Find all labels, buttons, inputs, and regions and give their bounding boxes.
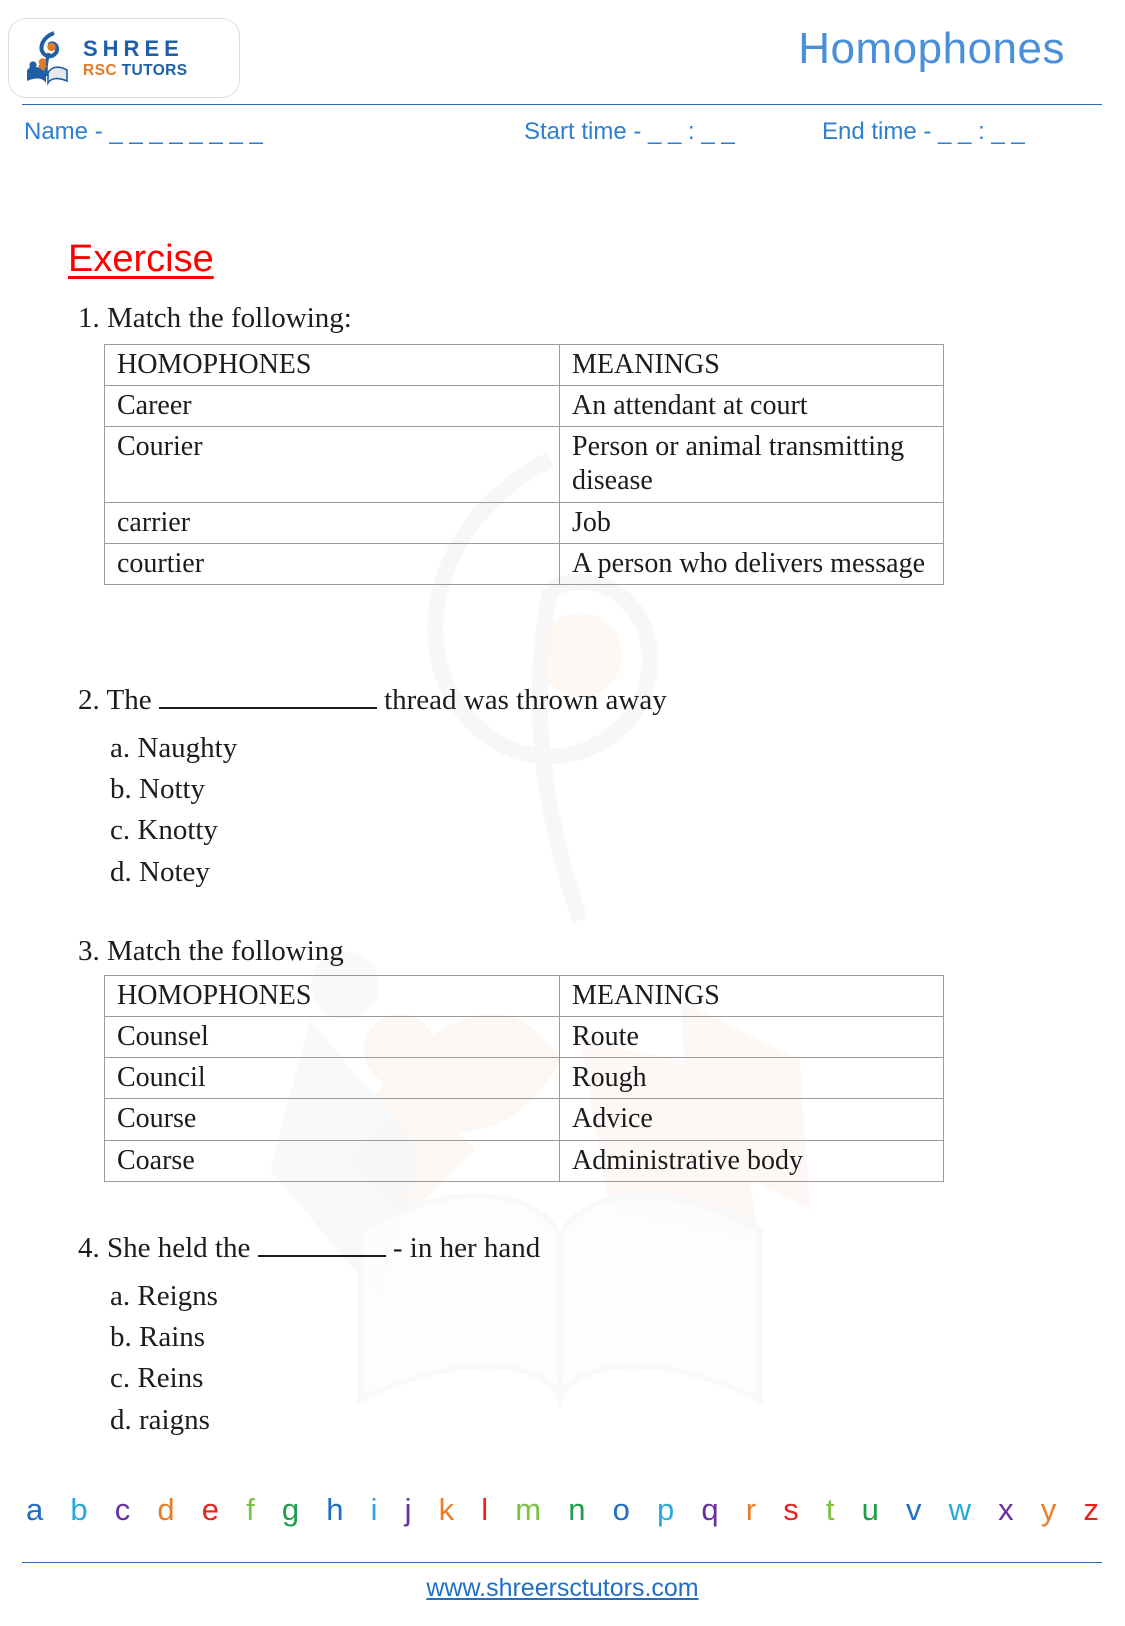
alphabet-letter-o: o <box>612 1492 630 1527</box>
table-row <box>105 386 944 427</box>
alphabet-letter-j: j <box>404 1492 412 1527</box>
match-table-1 <box>104 344 944 585</box>
brand-logo <box>8 18 240 98</box>
table1-header-homophones: HOMOPHONES <box>105 345 560 386</box>
table1-header-meanings: MEANINGS <box>560 345 944 386</box>
alphabet-letter-z: z <box>1083 1492 1099 1527</box>
table-row <box>105 427 944 502</box>
table-header-row <box>105 345 944 386</box>
alphabet-letter-h: h <box>326 1492 344 1527</box>
table1-r3-c1: A person who delivers message <box>560 543 944 584</box>
page-header <box>0 0 1125 112</box>
table-row <box>105 543 944 584</box>
alphabet-letter-e: e <box>201 1492 219 1527</box>
question-3-number: 3. <box>78 935 100 967</box>
alphabet-letter-n: n <box>568 1492 586 1527</box>
question-4-prompt <box>78 1232 540 1265</box>
alphabet-letter-y: y <box>1040 1492 1057 1527</box>
question-2-text-before: The <box>106 684 152 716</box>
table1-r1-c0: Courier <box>105 427 560 502</box>
question-4-number: 4. <box>78 1232 100 1264</box>
alphabet-letter-b: b <box>70 1492 88 1527</box>
table1-r0-c1: An attendant at court <box>560 386 944 427</box>
question-2-option-b[interactable]: b. Notty <box>110 773 206 806</box>
table2-r0-c1: Route <box>560 1017 944 1058</box>
student-info-row <box>0 118 1125 158</box>
footer-website-link[interactable]: www.shreersctutors.com <box>426 1574 699 1602</box>
table2-r3-c0: Coarse <box>105 1140 560 1181</box>
header-divider <box>22 104 1102 105</box>
question-2-answer-blank[interactable] <box>159 707 377 709</box>
alphabet-letter-w: w <box>948 1492 971 1527</box>
alphabet-letter-m: m <box>515 1492 542 1527</box>
match-table-2 <box>104 975 944 1182</box>
question-4-options <box>110 1276 218 1441</box>
question-2-option-c[interactable]: c. Knotty <box>110 814 218 847</box>
table-row <box>105 502 944 543</box>
footer-divider <box>22 1562 1102 1563</box>
question-2-option-a[interactable]: a. Naughty <box>110 732 238 764</box>
alphabet-strip <box>0 1492 1125 1528</box>
question-2-text-after: thread was thrown away <box>384 684 667 716</box>
logo-brand-text: SHREE <box>83 35 184 61</box>
table2-r0-c0: Counsel <box>105 1017 560 1058</box>
end-time-field-label[interactable]: End time - _ _ : _ _ <box>822 118 1025 145</box>
question-4-option-a[interactable]: a. Reigns <box>110 1280 218 1312</box>
question-4-text-after: - in her hand <box>392 1232 541 1264</box>
table-row <box>105 1058 944 1099</box>
question-4-option-b[interactable]: b. Rains <box>110 1321 206 1354</box>
table2-header-meanings: MEANINGS <box>560 976 944 1017</box>
alphabet-letter-a: a <box>26 1492 44 1527</box>
alphabet-letter-g: g <box>281 1492 300 1527</box>
table1-r2-c0: carrier <box>105 502 560 543</box>
table-header-row <box>105 976 944 1017</box>
alphabet-letter-i: i <box>370 1492 378 1527</box>
alphabet-letter-u: u <box>861 1492 879 1527</box>
table1-r2-c1: Job <box>560 502 944 543</box>
question-4-option-d[interactable]: d. raigns <box>110 1403 210 1436</box>
table2-r3-c1: Administrative body <box>560 1140 944 1181</box>
question-1-prompt <box>78 302 352 335</box>
table-row <box>105 1099 944 1140</box>
question-2-option-d[interactable]: d. Notey <box>110 855 210 888</box>
question-1-number: 1. <box>78 302 100 334</box>
question-1-text: Match the following: <box>107 302 352 334</box>
alphabet-letter-v: v <box>905 1492 922 1527</box>
question-4-text-before: She held the <box>107 1232 251 1264</box>
question-4-option-c[interactable]: c. Reins <box>110 1362 204 1395</box>
page-title: Homophones <box>798 24 1065 73</box>
alphabet-letter-d: d <box>157 1492 175 1527</box>
alphabet-letter-f: f <box>246 1492 255 1527</box>
name-field-label[interactable]: Name - _ _ _ _ _ _ _ _ <box>24 118 263 145</box>
shree-logo-icon <box>23 29 75 87</box>
alphabet-letter-t: t <box>825 1492 835 1527</box>
table-row <box>105 1017 944 1058</box>
logo-sub-tutors: TUTORS <box>121 61 188 79</box>
question-3-prompt <box>78 935 344 968</box>
table2-r1-c0: Council <box>105 1058 560 1099</box>
alphabet-letter-l: l <box>481 1492 489 1527</box>
table2-r1-c1: Rough <box>560 1058 944 1099</box>
question-2-number: 2. <box>78 684 100 716</box>
alphabet-letter-q: q <box>701 1492 719 1527</box>
alphabet-letter-k: k <box>438 1492 455 1527</box>
table1-r1-c1: Person or animal transmitting disease <box>560 427 944 502</box>
alphabet-letter-r: r <box>745 1492 757 1527</box>
alphabet-letter-s: s <box>783 1492 799 1527</box>
question-2-prompt <box>78 684 667 717</box>
table1-r3-c0: courtier <box>105 543 560 584</box>
start-time-field-label[interactable]: Start time - _ _ : _ _ <box>524 118 735 145</box>
alphabet-letter-x: x <box>998 1492 1014 1527</box>
logo-sub-rsc: RSC <box>83 61 117 79</box>
table1-r0-c0: Career <box>105 386 560 427</box>
alphabet-letter-c: c <box>114 1492 131 1527</box>
question-4-answer-blank[interactable] <box>258 1255 386 1257</box>
table2-r2-c1: Advice <box>560 1099 944 1140</box>
table2-header-homophones: HOMOPHONES <box>105 976 560 1017</box>
question-3-text: Match the following <box>107 935 344 967</box>
table-row <box>105 1140 944 1181</box>
alphabet-letter-p: p <box>657 1492 675 1527</box>
table2-r2-c0: Course <box>105 1099 560 1140</box>
question-2-options <box>110 728 237 893</box>
exercise-heading: Exercise <box>68 238 214 280</box>
